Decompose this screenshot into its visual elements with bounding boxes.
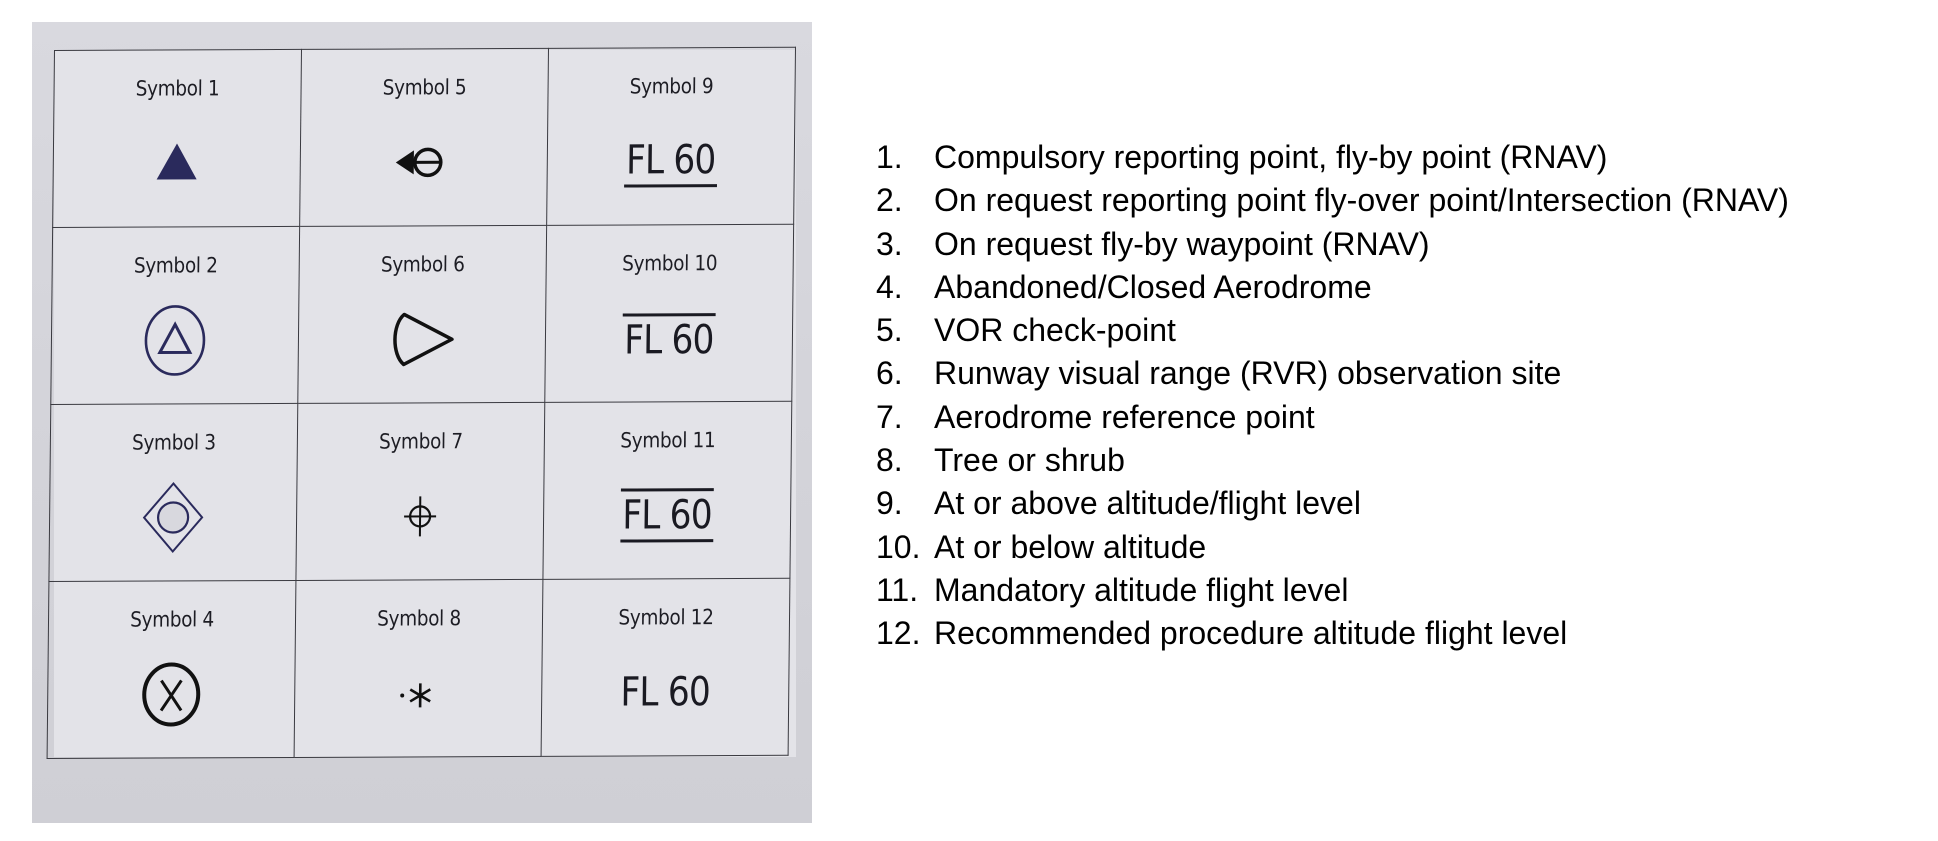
legend-number: 8. <box>876 442 903 479</box>
flight-level-overlined: FL 60 <box>622 313 715 364</box>
symbol-cell-11 <box>543 401 792 579</box>
symbol-label: Symbol 9 <box>629 74 714 99</box>
legend-text: Aerodrome reference point <box>934 398 1315 435</box>
symbol-label: Symbol 1 <box>135 76 220 101</box>
legend-text: On request reporting point fly-over point/Intersection (RNAV) <box>934 182 1789 219</box>
legend-number: 9. <box>876 485 903 522</box>
legend-item <box>876 439 1789 482</box>
symbol-label: Symbol 5 <box>382 75 467 100</box>
legend-number: 10. <box>876 528 921 565</box>
aerodrome-reference-point-icon <box>390 486 451 546</box>
legend-number: 12. <box>876 615 921 652</box>
flight-level-plain: FL 60 <box>620 669 711 716</box>
symbol-cell-7 <box>296 402 545 580</box>
legend-text: Recommended procedure altitude flight level <box>934 615 1568 652</box>
vor-checkpoint-icon <box>383 132 464 192</box>
tree-shrub-icon <box>388 663 449 723</box>
symbol-label: Symbol 12 <box>618 605 714 630</box>
legend-number: 11. <box>876 571 919 608</box>
symbol-cell-9 <box>547 47 796 225</box>
symbol-cell-10 <box>545 224 794 402</box>
legend-number: 4. <box>876 268 903 305</box>
symbol-cell-3 <box>49 403 298 581</box>
flight-level-underlined: FL 60 <box>624 136 717 187</box>
legend-text: Abandoned/Closed Aerodrome <box>934 268 1372 305</box>
legend-number: 5. <box>876 312 903 349</box>
legend-item <box>876 179 1789 222</box>
symbol-label: Symbol 2 <box>133 253 218 278</box>
legend-item <box>876 223 1789 266</box>
rvr-observation-icon <box>382 304 463 374</box>
legend-item <box>876 526 1789 569</box>
legend-text: Mandatory altitude flight level <box>934 571 1349 608</box>
legend-text: Runway visual range (RVR) observation site <box>934 355 1562 392</box>
symbol-cell-8 <box>294 579 543 757</box>
symbol-cell-12 <box>541 578 790 756</box>
symbol-label: Symbol 3 <box>131 430 216 455</box>
symbol-cell-5 <box>300 48 549 226</box>
symbol-cell-2 <box>51 226 300 404</box>
symbol-cell-6 <box>298 225 547 403</box>
legend-item <box>876 309 1789 352</box>
filled-triangle-icon <box>146 133 207 193</box>
symbol-legend-list <box>876 136 1789 656</box>
circled-triangle-icon <box>140 302 211 378</box>
symbol-label: Symbol 8 <box>377 606 461 631</box>
legend-text: On request fly-by waypoint (RNAV) <box>934 225 1430 262</box>
symbol-label: Symbol 4 <box>130 607 214 632</box>
legend-text: Tree or shrub <box>934 442 1125 479</box>
symbol-sheet-photo <box>32 22 812 823</box>
fly-by-waypoint-icon <box>138 479 209 555</box>
flight-level-over-and-underlined: FL 60 <box>620 488 713 542</box>
symbol-grid <box>47 47 796 759</box>
symbol-label: Symbol 6 <box>380 252 465 277</box>
legend-text: At or below altitude <box>934 528 1207 565</box>
legend-item <box>876 352 1789 395</box>
legend-number: 6. <box>876 355 903 392</box>
legend-number: 3. <box>876 225 903 262</box>
legend-number: 7. <box>876 398 903 435</box>
legend-item <box>876 396 1789 439</box>
symbol-cell-1 <box>53 49 302 227</box>
legend-item <box>876 612 1789 655</box>
legend-text: VOR check-point <box>934 312 1176 349</box>
legend-item <box>876 569 1789 612</box>
symbol-label: Symbol 7 <box>378 429 463 454</box>
symbol-label: Symbol 10 <box>622 251 718 276</box>
closed-aerodrome-icon <box>136 656 207 732</box>
legend-number: 2. <box>876 182 903 219</box>
legend-item <box>876 266 1789 309</box>
legend-item <box>876 482 1789 525</box>
legend-text: Compulsory reporting point, fly-by point (RNAV) <box>934 139 1608 175</box>
symbol-sheet <box>54 50 796 757</box>
legend-item <box>876 136 1789 179</box>
symbol-cell-4 <box>47 580 296 758</box>
symbol-label: Symbol 11 <box>620 428 716 453</box>
legend-text: At or above altitude/flight level <box>934 485 1361 522</box>
legend-number: 1. <box>876 139 903 175</box>
